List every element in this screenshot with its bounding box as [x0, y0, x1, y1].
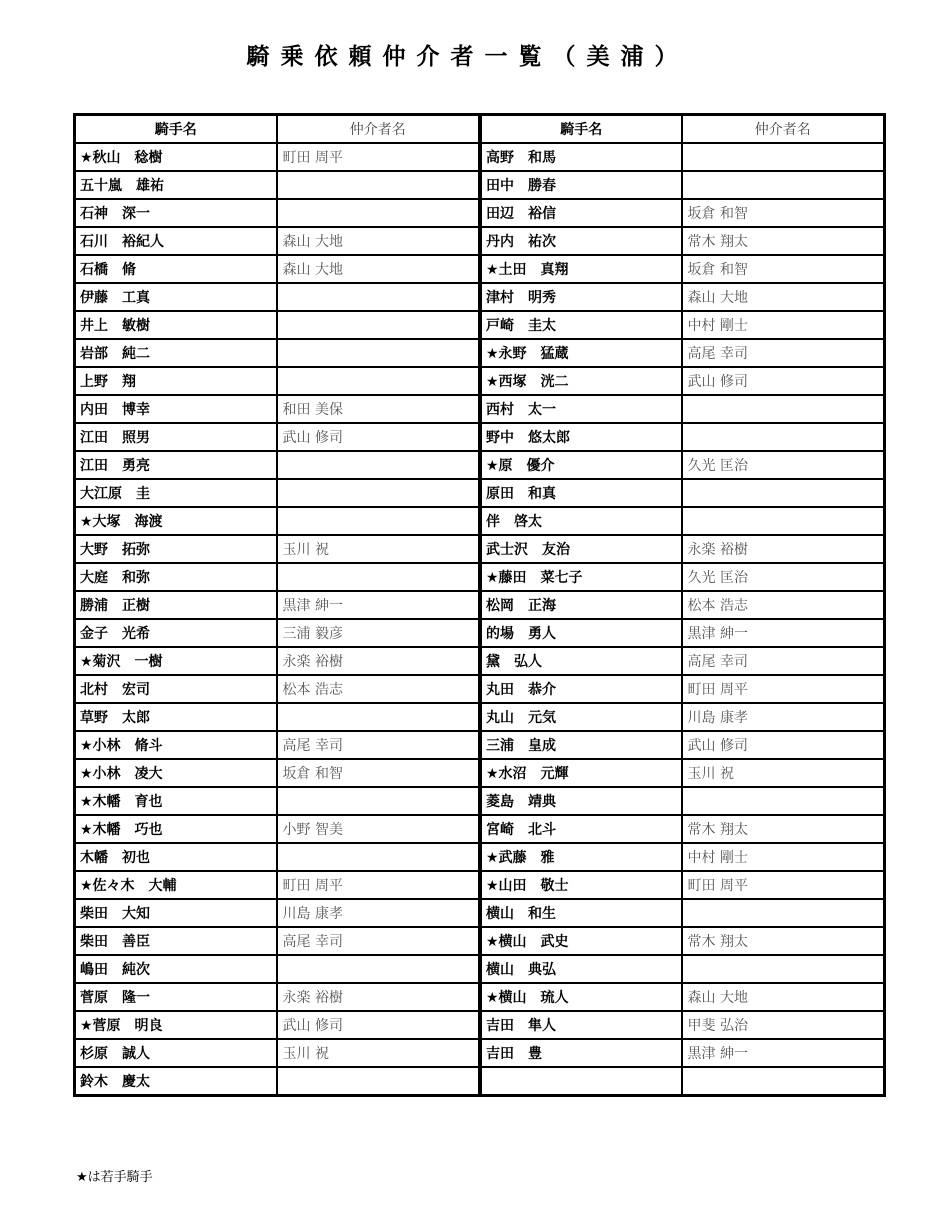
jockey-name-cell: 上野 翔: [75, 367, 277, 395]
jockey-name-cell: 菱島 靖典: [481, 787, 682, 815]
jockey-name-cell: ★木幡 育也: [75, 787, 277, 815]
agent-name-cell: 永楽 裕樹: [277, 983, 480, 1011]
agent-name-cell: 町田 周平: [277, 143, 480, 171]
jockey-name-cell: 柴田 善臣: [75, 927, 277, 955]
jockey-name-cell: 吉田 豊: [481, 1039, 682, 1067]
agent-name-cell: 玉川 祝: [277, 1039, 480, 1067]
table-row: [75, 899, 480, 927]
table-row: [75, 535, 480, 563]
table-row: [481, 507, 885, 535]
table-row: [75, 1067, 480, 1096]
agent-name-cell: 黒津 紳一: [682, 619, 885, 647]
table-header-row: [75, 115, 480, 144]
agent-name-cell: 高尾 幸司: [682, 339, 885, 367]
table-row: [75, 647, 480, 675]
table-row: [75, 171, 480, 199]
agent-name-cell: 川島 康孝: [682, 703, 885, 731]
jockey-name-cell: 大庭 和弥: [75, 563, 277, 591]
agent-name-cell: 坂倉 和智: [277, 759, 480, 787]
table-row: [481, 1039, 885, 1067]
table-row: [481, 311, 885, 339]
jockey-name-cell: 武士沢 友治: [481, 535, 682, 563]
agent-name-cell: [277, 339, 480, 367]
table-row: [481, 983, 885, 1011]
jockey-name-cell: 柴田 大知: [75, 899, 277, 927]
jockey-name-cell: 戸崎 圭太: [481, 311, 682, 339]
agent-name-cell: 中村 剛士: [682, 843, 885, 871]
jockey-column-header: 騎手名: [75, 115, 277, 144]
table-row: [481, 283, 885, 311]
agent-name-cell: 高尾 幸司: [682, 647, 885, 675]
jockey-name-cell: ★横山 武史: [481, 927, 682, 955]
table-row: [481, 423, 885, 451]
agent-name-cell: 玉川 祝: [277, 535, 480, 563]
jockey-name-cell: ★菅原 明良: [75, 1011, 277, 1039]
agent-name-cell: [682, 1067, 885, 1096]
jockey-name-cell: 黛 弘人: [481, 647, 682, 675]
jockey-name-cell: 五十嵐 雄祐: [75, 171, 277, 199]
table-row: [75, 955, 480, 983]
agent-name-cell: [277, 283, 480, 311]
jockey-name-cell: ★菊沢 一樹: [75, 647, 277, 675]
agent-name-cell: [277, 367, 480, 395]
jockey-name-cell: 江田 照男: [75, 423, 277, 451]
jockey-name-cell: 丹内 祐次: [481, 227, 682, 255]
table-row: [75, 199, 480, 227]
table-row: [75, 731, 480, 759]
agent-name-cell: 久光 匡治: [682, 563, 885, 591]
table-row: [481, 703, 885, 731]
agent-name-cell: 黒津 紳一: [277, 591, 480, 619]
jockey-name-cell: 木幡 初也: [75, 843, 277, 871]
jockey-table-right: [479, 113, 886, 1097]
jockey-name-cell: ★武藤 雅: [481, 843, 682, 871]
jockey-name-cell: 松岡 正海: [481, 591, 682, 619]
table-row: [481, 843, 885, 871]
agent-name-cell: [277, 451, 480, 479]
jockey-name-cell: ★原 優介: [481, 451, 682, 479]
agent-name-cell: 永楽 裕樹: [682, 535, 885, 563]
table-row: [75, 255, 480, 283]
table-body-right: [481, 143, 885, 1096]
jockey-name-cell: 内田 博幸: [75, 395, 277, 423]
jockey-name-cell: ★木幡 巧也: [75, 815, 277, 843]
table-row: [75, 591, 480, 619]
table-row: [481, 535, 885, 563]
table-row: [75, 983, 480, 1011]
agent-name-cell: 玉川 祝: [682, 759, 885, 787]
agent-name-cell: [682, 507, 885, 535]
agent-name-cell: 小野 智美: [277, 815, 480, 843]
agent-name-cell: 和田 美保: [277, 395, 480, 423]
agent-name-cell: 坂倉 和智: [682, 199, 885, 227]
agent-column-header: 仲介者名: [682, 115, 885, 144]
jockey-name-cell: ★佐々木 大輔: [75, 871, 277, 899]
jockey-name-cell: 大江原 圭: [75, 479, 277, 507]
table-row: [481, 479, 885, 507]
table-row: [481, 395, 885, 423]
jockey-name-cell: 嶋田 純次: [75, 955, 277, 983]
table-row: [75, 311, 480, 339]
agent-name-cell: 武山 修司: [277, 1011, 480, 1039]
agent-name-cell: 中村 剛士: [682, 311, 885, 339]
table-row: [481, 339, 885, 367]
agent-name-cell: 武山 修司: [682, 367, 885, 395]
agent-name-cell: [277, 787, 480, 815]
agent-name-cell: 町田 周平: [682, 675, 885, 703]
jockey-name-cell: 伊藤 工真: [75, 283, 277, 311]
jockey-name-cell: 丸田 恭介: [481, 675, 682, 703]
agent-name-cell: 永楽 裕樹: [277, 647, 480, 675]
agent-name-cell: 常木 翔太: [682, 815, 885, 843]
table-row: [481, 759, 885, 787]
jockey-name-cell: 杉原 誠人: [75, 1039, 277, 1067]
jockey-name-cell: ★小林 凌大: [75, 759, 277, 787]
table-row: [481, 647, 885, 675]
jockey-name-cell: 三浦 皇成: [481, 731, 682, 759]
jockey-name-cell: 菅原 隆一: [75, 983, 277, 1011]
agent-name-cell: [277, 955, 480, 983]
table-row: [75, 563, 480, 591]
agent-name-cell: 町田 周平: [277, 871, 480, 899]
jockey-name-cell: 金子 光希: [75, 619, 277, 647]
jockey-name-cell: 石神 深一: [75, 199, 277, 227]
jockey-name-cell: 草野 太郎: [75, 703, 277, 731]
jockey-name-cell: 宮崎 北斗: [481, 815, 682, 843]
table-row: [75, 675, 480, 703]
jockey-name-cell: 高野 和馬: [481, 143, 682, 171]
table-row: [75, 843, 480, 871]
jockey-name-cell: 田辺 裕信: [481, 199, 682, 227]
jockey-name-cell: ★山田 敬士: [481, 871, 682, 899]
jockey-table-left: [73, 113, 481, 1097]
table-row: [75, 787, 480, 815]
agent-name-cell: [277, 171, 480, 199]
agent-name-cell: 黒津 紳一: [682, 1039, 885, 1067]
table-row: [75, 507, 480, 535]
agent-name-cell: [682, 899, 885, 927]
jockey-name-cell: 鈴木 慶太: [75, 1067, 277, 1096]
table-row: [75, 871, 480, 899]
agent-name-cell: [682, 143, 885, 171]
agent-name-cell: [277, 507, 480, 535]
table-row: [481, 927, 885, 955]
table-row: [75, 1011, 480, 1039]
table-row: [75, 451, 480, 479]
table-row: [481, 255, 885, 283]
jockey-name-cell: 北村 宏司: [75, 675, 277, 703]
agent-name-cell: 武山 修司: [277, 423, 480, 451]
agent-name-cell: 高尾 幸司: [277, 731, 480, 759]
agent-name-cell: [277, 563, 480, 591]
agent-name-cell: 松本 浩志: [277, 675, 480, 703]
table-row: [481, 199, 885, 227]
table-row: [75, 479, 480, 507]
table-header-row: [481, 115, 885, 144]
table-row: [481, 619, 885, 647]
agent-name-cell: 常木 翔太: [682, 927, 885, 955]
agent-name-cell: 常木 翔太: [682, 227, 885, 255]
agent-name-cell: [277, 199, 480, 227]
agent-name-cell: [682, 171, 885, 199]
table-row: [75, 759, 480, 787]
agent-name-cell: [277, 843, 480, 871]
jockey-name-cell: ★水沼 元輝: [481, 759, 682, 787]
agent-name-cell: 三浦 毅彦: [277, 619, 480, 647]
table-row: [481, 871, 885, 899]
jockey-column-header: 騎手名: [481, 115, 682, 144]
jockey-name-cell: ★横山 琉人: [481, 983, 682, 1011]
table-row: [481, 227, 885, 255]
agent-name-cell: [682, 479, 885, 507]
agent-name-cell: [277, 703, 480, 731]
agent-name-cell: 坂倉 和智: [682, 255, 885, 283]
jockey-name-cell: 的場 勇人: [481, 619, 682, 647]
jockey-name-cell: 横山 典弘: [481, 955, 682, 983]
agent-name-cell: 松本 浩志: [682, 591, 885, 619]
agent-name-cell: 高尾 幸司: [277, 927, 480, 955]
jockey-name-cell: ★土田 真翔: [481, 255, 682, 283]
jockey-name-cell: [481, 1067, 682, 1096]
agent-name-cell: [682, 955, 885, 983]
jockey-name-cell: ★永野 猛蔵: [481, 339, 682, 367]
jockey-name-cell: 野中 悠太郎: [481, 423, 682, 451]
table-row: [481, 731, 885, 759]
jockey-name-cell: 吉田 隼人: [481, 1011, 682, 1039]
table-row: [75, 395, 480, 423]
table-row: [481, 675, 885, 703]
jockey-name-cell: 石橋 脩: [75, 255, 277, 283]
agent-name-cell: 森山 大地: [682, 283, 885, 311]
table-body-left: [75, 143, 480, 1096]
agent-name-cell: [682, 395, 885, 423]
table-row: [75, 703, 480, 731]
page-title: 騎乗依頼仲介者一覧（美浦）: [246, 44, 689, 70]
table-row: [481, 899, 885, 927]
table-row: [75, 619, 480, 647]
jockey-name-cell: 丸山 元気: [481, 703, 682, 731]
table-row: [481, 171, 885, 199]
footnote: ★は若手騎手: [76, 1170, 153, 1185]
jockey-name-cell: 田中 勝春: [481, 171, 682, 199]
jockey-name-cell: ★大塚 海渡: [75, 507, 277, 535]
table-row: [75, 339, 480, 367]
jockey-name-cell: 大野 拓弥: [75, 535, 277, 563]
table-row: [75, 1039, 480, 1067]
jockey-name-cell: 西村 太一: [481, 395, 682, 423]
jockey-name-cell: 伴 啓太: [481, 507, 682, 535]
table-row: [481, 815, 885, 843]
table-row: [481, 1067, 885, 1096]
table-row: [481, 1011, 885, 1039]
agent-name-cell: [682, 787, 885, 815]
agent-name-cell: 甲斐 弘治: [682, 1011, 885, 1039]
table-row: [481, 143, 885, 171]
agent-name-cell: [277, 479, 480, 507]
jockey-name-cell: 勝浦 正樹: [75, 591, 277, 619]
agent-name-cell: 森山 大地: [682, 983, 885, 1011]
table-row: [481, 955, 885, 983]
agent-name-cell: [277, 1067, 480, 1096]
table-row: [481, 451, 885, 479]
jockey-name-cell: 横山 和生: [481, 899, 682, 927]
table-row: [75, 423, 480, 451]
agent-name-cell: 川島 康孝: [277, 899, 480, 927]
agent-name-cell: 町田 周平: [682, 871, 885, 899]
table-row: [481, 787, 885, 815]
agent-name-cell: 森山 大地: [277, 227, 480, 255]
jockey-name-cell: ★秋山 稔樹: [75, 143, 277, 171]
jockey-name-cell: 井上 敏樹: [75, 311, 277, 339]
table-row: [75, 927, 480, 955]
jockey-name-cell: ★小林 脩斗: [75, 731, 277, 759]
jockey-name-cell: ★藤田 菜七子: [481, 563, 682, 591]
table-row: [481, 591, 885, 619]
jockey-name-cell: ★西塚 洸二: [481, 367, 682, 395]
jockey-name-cell: 津村 明秀: [481, 283, 682, 311]
agent-name-cell: 森山 大地: [277, 255, 480, 283]
jockey-name-cell: 江田 勇亮: [75, 451, 277, 479]
agent-column-header: 仲介者名: [277, 115, 480, 144]
table-row: [75, 143, 480, 171]
agent-name-cell: [277, 311, 480, 339]
table-row: [75, 815, 480, 843]
jockey-name-cell: 岩部 純二: [75, 339, 277, 367]
table-row: [75, 227, 480, 255]
table-row: [481, 367, 885, 395]
table-row: [75, 367, 480, 395]
agent-name-cell: 久光 匡治: [682, 451, 885, 479]
jockey-name-cell: 石川 裕紀人: [75, 227, 277, 255]
agent-name-cell: 武山 修司: [682, 731, 885, 759]
agent-name-cell: [682, 423, 885, 451]
table-row: [75, 283, 480, 311]
jockey-name-cell: 原田 和真: [481, 479, 682, 507]
table-row: [481, 563, 885, 591]
